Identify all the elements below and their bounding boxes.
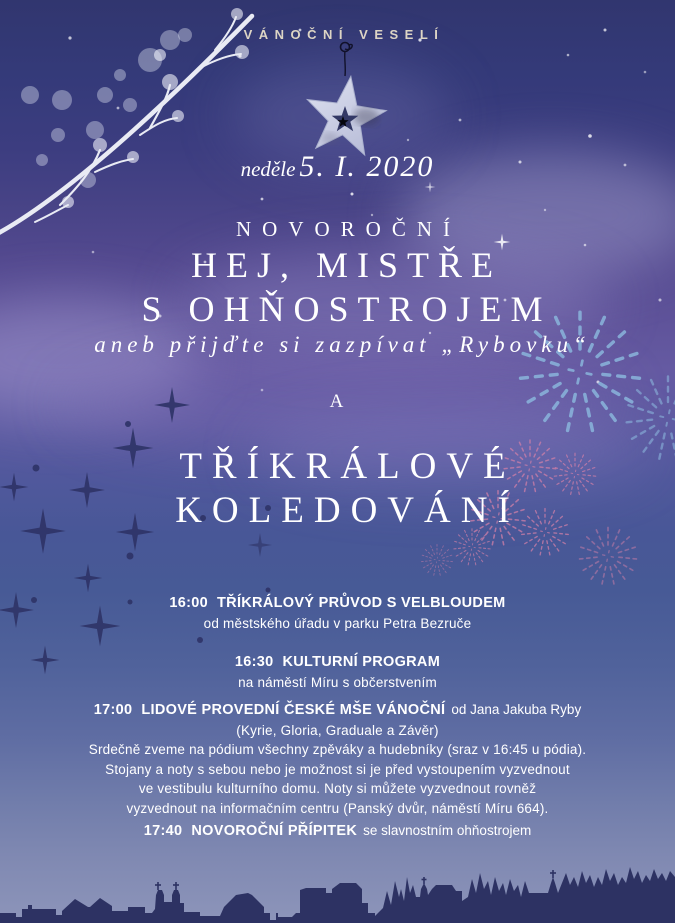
event-detail: na náměstí Míru s občerstvením (238, 674, 437, 690)
event-time: 17:00 (93, 702, 133, 718)
event-detail: Srdečně zveme na pódium všechny zpěváky a hudebníky (sraz v 16:45 u pódia). (88, 742, 587, 757)
schedule-item (0, 653, 675, 692)
event-title: NOVOROČNÍ PŘÍPITEK (191, 823, 358, 839)
event-date (0, 150, 675, 184)
subtitle: aneb přijďte si zazpívat „Rybovku“ (94, 332, 591, 357)
event-title-suffix: od Jana Jakuba Ryby (451, 702, 582, 717)
schedule (0, 594, 675, 842)
event-detail: od městského úřadu v parku Petra Bezruče (203, 615, 472, 631)
event-time: 16:00 (169, 595, 209, 611)
title-eyebrow: NOVOROČNÍ (236, 217, 461, 241)
event-title: KULTURNÍ PROGRAM (282, 654, 441, 670)
event-title: LIDOVÉ PROVEDNÍ ČESKÉ MŠE VÁNOČNÍ (141, 702, 446, 718)
second-title-line1: TŘÍKRÁLOVÉ (179, 446, 516, 487)
event-title: TŘÍKRÁLOVÝ PRŮVOD S VELBLOUDEM (217, 595, 506, 611)
conjunction: A (329, 391, 346, 412)
event-title-suffix: se slavnostním ohňostrojem (363, 823, 532, 838)
schedule-item (0, 594, 675, 633)
date-prefix: neděle (240, 157, 296, 181)
event-detail: Stojany a noty s sebou nebo je možnost si je před vystoupením vyzvednout (105, 761, 570, 777)
title-line1: HEJ, MISTŘE (190, 245, 502, 285)
title-line2: S OHŇOSTROJEM (141, 289, 552, 329)
kicker-title: VÁNOČNÍ VESELÍ (243, 27, 445, 42)
town-silhouette (0, 833, 675, 923)
event-detail: ve vestibulu kulturního domu. Noty si můžete vyzvednout rovněž (138, 781, 537, 796)
event-detail: (Kyrie, Gloria, Graduale a Závěr) (236, 722, 439, 738)
event-time: 17:40 (143, 823, 183, 839)
event-detail: vyzvednout na informačním centru (Panský dvůr, náměstí Míru 664). (126, 800, 549, 816)
schedule-item (0, 821, 675, 842)
event-time: 16:30 (234, 654, 274, 670)
schedule-item (0, 700, 675, 818)
date-value: 5. I. 2020 (299, 150, 435, 183)
second-title-line2: KOLEDOVÁNÍ (175, 490, 520, 531)
